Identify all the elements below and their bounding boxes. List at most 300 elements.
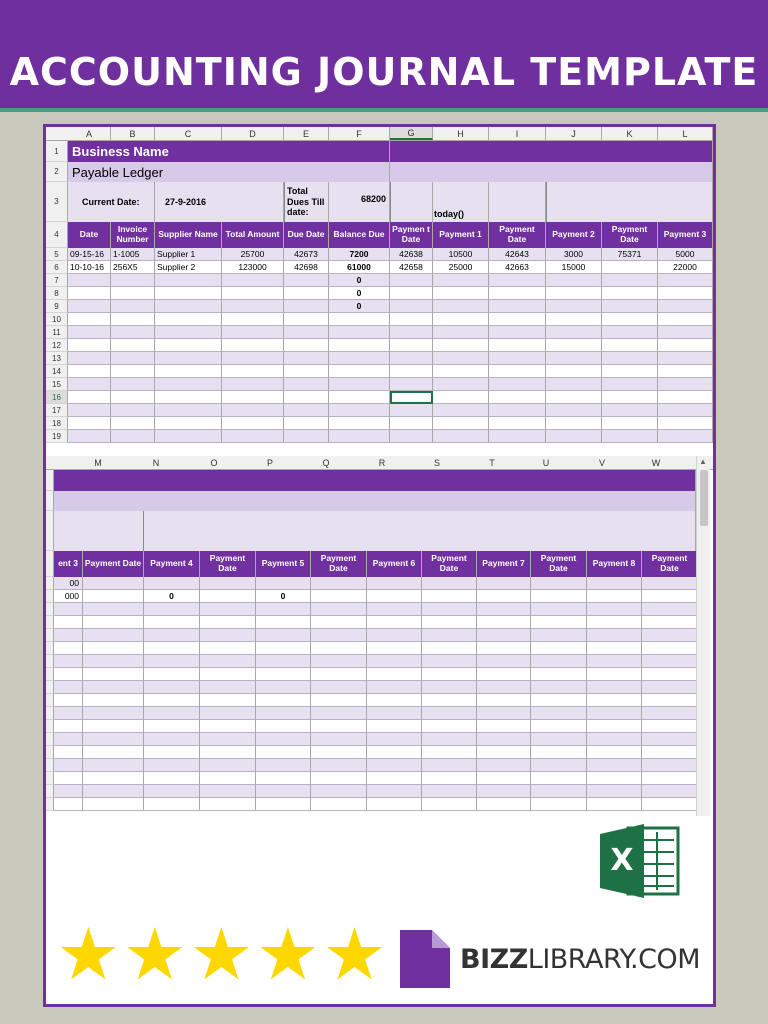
- table-cell[interactable]: [587, 733, 642, 746]
- row-number[interactable]: [46, 470, 54, 491]
- table-cell[interactable]: [329, 326, 390, 339]
- table-cell[interactable]: [546, 326, 602, 339]
- table-cell[interactable]: [54, 772, 83, 785]
- table-cell[interactable]: [68, 430, 111, 443]
- table-cell[interactable]: [531, 668, 587, 681]
- table-cell[interactable]: [489, 352, 546, 365]
- table-cell[interactable]: [329, 313, 390, 326]
- row-number[interactable]: 11: [46, 326, 68, 339]
- current-date-label[interactable]: Current Date:: [68, 182, 155, 222]
- table-cell[interactable]: [602, 274, 658, 287]
- table-header-cell[interactable]: Payment 8: [587, 551, 642, 577]
- column-header-q[interactable]: Q: [322, 457, 330, 468]
- row-number[interactable]: [46, 720, 54, 733]
- table-cell[interactable]: [111, 378, 155, 391]
- table-cell[interactable]: [83, 772, 144, 785]
- table-cell[interactable]: [546, 313, 602, 326]
- table-cell[interactable]: [422, 577, 477, 590]
- table-header-cell[interactable]: Payment Date: [422, 551, 477, 577]
- table-cell[interactable]: 42698: [284, 261, 329, 274]
- table-cell[interactable]: [546, 274, 602, 287]
- row-number[interactable]: [46, 655, 54, 668]
- table-cell[interactable]: [587, 668, 642, 681]
- table-cell[interactable]: [433, 365, 489, 378]
- table-cell[interactable]: 0: [144, 590, 200, 603]
- table-cell[interactable]: [83, 798, 144, 811]
- table-cell[interactable]: [531, 707, 587, 720]
- total-dues-value[interactable]: 68200: [329, 182, 390, 222]
- table-cell[interactable]: 09-15-16: [68, 248, 111, 261]
- table-cell[interactable]: [155, 365, 222, 378]
- table-cell[interactable]: 25700: [222, 248, 284, 261]
- table-cell[interactable]: 42658: [390, 261, 433, 274]
- row-number[interactable]: [46, 491, 54, 511]
- table-cell[interactable]: [284, 339, 329, 352]
- table-cell[interactable]: [111, 365, 155, 378]
- column-header-u[interactable]: U: [542, 457, 550, 468]
- table-cell[interactable]: [367, 746, 422, 759]
- table-cell[interactable]: [477, 655, 531, 668]
- table-cell[interactable]: [489, 378, 546, 391]
- table-cell[interactable]: [256, 720, 311, 733]
- table-cell[interactable]: [422, 785, 477, 798]
- table-cell[interactable]: 00: [54, 577, 83, 590]
- row-number[interactable]: 10: [46, 313, 68, 326]
- table-cell[interactable]: [311, 759, 367, 772]
- table-cell[interactable]: [390, 287, 433, 300]
- table-header-cell[interactable]: Date: [68, 222, 111, 248]
- table-cell[interactable]: [367, 668, 422, 681]
- row3-cell-2[interactable]: [54, 511, 144, 551]
- table-cell[interactable]: [477, 733, 531, 746]
- table-cell[interactable]: [256, 655, 311, 668]
- table-cell[interactable]: [642, 785, 698, 798]
- row-number[interactable]: [46, 511, 54, 551]
- table-cell[interactable]: [602, 417, 658, 430]
- table-cell[interactable]: [489, 430, 546, 443]
- table-cell[interactable]: [83, 590, 144, 603]
- row3-g[interactable]: [390, 182, 433, 222]
- table-cell[interactable]: [587, 642, 642, 655]
- table-cell[interactable]: [83, 759, 144, 772]
- table-cell[interactable]: [367, 590, 422, 603]
- column-header-e[interactable]: E: [284, 127, 329, 140]
- table-cell[interactable]: [531, 616, 587, 629]
- table-cell[interactable]: [144, 668, 200, 681]
- table-cell[interactable]: [200, 590, 256, 603]
- table-cell[interactable]: [489, 287, 546, 300]
- table-cell[interactable]: 75371: [602, 248, 658, 261]
- table-cell[interactable]: [531, 785, 587, 798]
- table-cell[interactable]: [422, 655, 477, 668]
- total-dues-label[interactable]: Total Dues Till date:: [284, 182, 329, 222]
- table-cell[interactable]: [311, 629, 367, 642]
- table-header-cell[interactable]: ent 3: [54, 551, 83, 577]
- bottom-spreadsheet[interactable]: [46, 456, 713, 816]
- table-cell[interactable]: 0: [256, 590, 311, 603]
- table-cell[interactable]: [144, 759, 200, 772]
- table-cell[interactable]: [311, 668, 367, 681]
- table-cell[interactable]: [658, 417, 713, 430]
- table-cell[interactable]: [54, 629, 83, 642]
- table-cell[interactable]: [54, 707, 83, 720]
- table-cell[interactable]: [155, 417, 222, 430]
- table-cell[interactable]: [329, 417, 390, 430]
- table-cell[interactable]: [367, 772, 422, 785]
- table-header-cell[interactable]: Payment 6: [367, 551, 422, 577]
- table-cell[interactable]: [477, 603, 531, 616]
- table-cell[interactable]: [531, 733, 587, 746]
- table-cell[interactable]: [489, 391, 546, 404]
- table-cell[interactable]: [422, 720, 477, 733]
- table-cell[interactable]: [546, 365, 602, 378]
- table-cell[interactable]: [144, 629, 200, 642]
- table-cell[interactable]: [422, 681, 477, 694]
- table-header-cell[interactable]: Payment Date: [200, 551, 256, 577]
- table-cell[interactable]: [256, 577, 311, 590]
- table-header-cell[interactable]: Payment 1: [433, 222, 489, 248]
- table-cell[interactable]: [222, 339, 284, 352]
- row3-fill[interactable]: [546, 182, 713, 222]
- table-cell[interactable]: [367, 655, 422, 668]
- table-cell[interactable]: 10-10-16: [68, 261, 111, 274]
- table-cell[interactable]: [658, 287, 713, 300]
- table-cell[interactable]: [642, 590, 698, 603]
- table-cell[interactable]: [68, 365, 111, 378]
- table-cell[interactable]: [422, 798, 477, 811]
- table-cell[interactable]: 5000: [658, 248, 713, 261]
- table-cell[interactable]: [531, 772, 587, 785]
- table-cell[interactable]: [111, 313, 155, 326]
- table-cell[interactable]: [311, 603, 367, 616]
- table-cell[interactable]: [546, 378, 602, 391]
- table-cell[interactable]: [54, 720, 83, 733]
- row-number[interactable]: 6: [46, 261, 68, 274]
- table-cell[interactable]: [311, 733, 367, 746]
- table-cell[interactable]: [587, 590, 642, 603]
- table-cell[interactable]: [111, 339, 155, 352]
- table-cell[interactable]: 7200: [329, 248, 390, 261]
- column-header-b[interactable]: B: [111, 127, 155, 140]
- table-cell[interactable]: [658, 378, 713, 391]
- table-cell[interactable]: [658, 352, 713, 365]
- table-cell[interactable]: [433, 339, 489, 352]
- table-cell[interactable]: [433, 313, 489, 326]
- table-cell[interactable]: [111, 326, 155, 339]
- table-cell[interactable]: [602, 430, 658, 443]
- table-cell[interactable]: [54, 603, 83, 616]
- table-cell[interactable]: Supplier 1: [155, 248, 222, 261]
- table-cell[interactable]: [602, 365, 658, 378]
- top-spreadsheet[interactable]: [46, 127, 713, 451]
- table-cell[interactable]: [642, 577, 698, 590]
- table-cell[interactable]: [658, 365, 713, 378]
- table-cell[interactable]: [200, 668, 256, 681]
- table-cell[interactable]: [587, 772, 642, 785]
- table-cell[interactable]: [256, 603, 311, 616]
- table-cell[interactable]: [531, 681, 587, 694]
- table-cell[interactable]: [83, 616, 144, 629]
- table-cell[interactable]: [390, 430, 433, 443]
- table-cell[interactable]: [546, 430, 602, 443]
- table-cell[interactable]: [256, 746, 311, 759]
- table-cell[interactable]: [144, 720, 200, 733]
- column-header-g[interactable]: G: [390, 127, 433, 140]
- column-header-m[interactable]: M: [94, 457, 102, 468]
- table-cell[interactable]: [284, 352, 329, 365]
- column-header-c[interactable]: C: [155, 127, 222, 140]
- table-cell[interactable]: [222, 287, 284, 300]
- table-cell[interactable]: [422, 707, 477, 720]
- table-cell[interactable]: [200, 785, 256, 798]
- table-cell[interactable]: [642, 746, 698, 759]
- table-cell[interactable]: [433, 287, 489, 300]
- table-cell[interactable]: [642, 772, 698, 785]
- row-number[interactable]: [46, 785, 54, 798]
- table-cell[interactable]: [531, 798, 587, 811]
- table-cell[interactable]: [200, 759, 256, 772]
- table-cell[interactable]: 0: [329, 274, 390, 287]
- table-cell[interactable]: [284, 326, 329, 339]
- table-cell[interactable]: [602, 378, 658, 391]
- table-cell[interactable]: [200, 772, 256, 785]
- table-cell[interactable]: [329, 339, 390, 352]
- today-formula-cell[interactable]: today(): [433, 182, 489, 222]
- table-cell[interactable]: [477, 642, 531, 655]
- table-cell[interactable]: [642, 629, 698, 642]
- table-cell[interactable]: [68, 339, 111, 352]
- table-cell[interactable]: [144, 577, 200, 590]
- row-number[interactable]: [46, 707, 54, 720]
- column-header-k[interactable]: K: [602, 127, 658, 140]
- table-cell[interactable]: [477, 707, 531, 720]
- table-cell[interactable]: [54, 733, 83, 746]
- table-cell[interactable]: [256, 681, 311, 694]
- table-cell[interactable]: [284, 378, 329, 391]
- row-number[interactable]: [46, 668, 54, 681]
- table-cell[interactable]: [329, 378, 390, 391]
- table-cell[interactable]: [155, 430, 222, 443]
- table-cell[interactable]: 25000: [433, 261, 489, 274]
- table-cell[interactable]: [68, 404, 111, 417]
- row-number[interactable]: [46, 733, 54, 746]
- table-cell[interactable]: [329, 404, 390, 417]
- column-header-o[interactable]: O: [210, 457, 218, 468]
- table-cell[interactable]: [200, 694, 256, 707]
- table-header-cell[interactable]: Total Amount: [222, 222, 284, 248]
- table-cell[interactable]: [546, 287, 602, 300]
- table-cell[interactable]: [422, 603, 477, 616]
- current-date-value[interactable]: 27-9-2016: [155, 182, 284, 222]
- table-cell[interactable]: [68, 300, 111, 313]
- table-cell[interactable]: [311, 616, 367, 629]
- table-cell[interactable]: [111, 430, 155, 443]
- table-cell[interactable]: [433, 300, 489, 313]
- table-cell[interactable]: [602, 300, 658, 313]
- table-header-cell[interactable]: Payment 4: [144, 551, 200, 577]
- table-cell[interactable]: [284, 430, 329, 443]
- row3-i[interactable]: [489, 182, 546, 222]
- column-header-v[interactable]: V: [598, 457, 605, 468]
- column-header-i[interactable]: I: [489, 127, 546, 140]
- table-cell[interactable]: [587, 798, 642, 811]
- table-cell[interactable]: [68, 326, 111, 339]
- table-cell[interactable]: [367, 629, 422, 642]
- column-header-a[interactable]: A: [68, 127, 111, 140]
- row-number[interactable]: [46, 551, 54, 577]
- table-cell[interactable]: 0: [329, 300, 390, 313]
- table-cell[interactable]: [83, 746, 144, 759]
- table-cell[interactable]: [477, 590, 531, 603]
- table-cell[interactable]: [155, 274, 222, 287]
- table-cell[interactable]: [200, 616, 256, 629]
- table-cell[interactable]: [489, 326, 546, 339]
- table-cell[interactable]: [367, 798, 422, 811]
- table-cell[interactable]: 42643: [489, 248, 546, 261]
- table-cell[interactable]: [200, 733, 256, 746]
- table-cell[interactable]: [155, 300, 222, 313]
- table-cell[interactable]: [367, 707, 422, 720]
- table-cell[interactable]: [284, 300, 329, 313]
- table-cell[interactable]: [83, 733, 144, 746]
- table-cell[interactable]: [422, 733, 477, 746]
- table-cell[interactable]: [367, 681, 422, 694]
- table-cell[interactable]: [54, 798, 83, 811]
- table-cell[interactable]: [531, 655, 587, 668]
- table-cell[interactable]: [144, 785, 200, 798]
- row-number[interactable]: 9: [46, 300, 68, 313]
- table-cell[interactable]: [200, 707, 256, 720]
- table-cell[interactable]: [587, 694, 642, 707]
- table-cell[interactable]: [144, 616, 200, 629]
- table-cell[interactable]: [587, 681, 642, 694]
- table-cell[interactable]: [546, 417, 602, 430]
- table-cell[interactable]: [111, 300, 155, 313]
- row-number[interactable]: 5: [46, 248, 68, 261]
- table-cell[interactable]: [68, 274, 111, 287]
- row-number[interactable]: [46, 798, 54, 811]
- table-cell[interactable]: [256, 668, 311, 681]
- table-cell[interactable]: [256, 772, 311, 785]
- table-cell[interactable]: [284, 404, 329, 417]
- table-cell[interactable]: [422, 590, 477, 603]
- table-cell[interactable]: [602, 391, 658, 404]
- table-cell[interactable]: [111, 287, 155, 300]
- table-cell[interactable]: [642, 655, 698, 668]
- table-cell[interactable]: [311, 720, 367, 733]
- table-cell[interactable]: [642, 798, 698, 811]
- table-cell[interactable]: [422, 642, 477, 655]
- row-number[interactable]: 18: [46, 417, 68, 430]
- table-cell[interactable]: [68, 352, 111, 365]
- table-cell[interactable]: [155, 404, 222, 417]
- column-header-j[interactable]: J: [546, 127, 602, 140]
- table-cell[interactable]: [390, 417, 433, 430]
- table-cell[interactable]: [433, 378, 489, 391]
- table-cell[interactable]: [489, 313, 546, 326]
- row-number[interactable]: [46, 759, 54, 772]
- table-cell[interactable]: [422, 694, 477, 707]
- table-cell[interactable]: 42638: [390, 248, 433, 261]
- table-cell[interactable]: [587, 707, 642, 720]
- table-cell[interactable]: [83, 642, 144, 655]
- table-cell[interactable]: [54, 616, 83, 629]
- table-cell[interactable]: [222, 391, 284, 404]
- table-cell[interactable]: [477, 759, 531, 772]
- table-cell[interactable]: [433, 326, 489, 339]
- table-cell[interactable]: [642, 733, 698, 746]
- table-cell[interactable]: [390, 339, 433, 352]
- table-cell[interactable]: [68, 417, 111, 430]
- table-cell[interactable]: [200, 642, 256, 655]
- row-number[interactable]: 13: [46, 352, 68, 365]
- table-cell[interactable]: [587, 577, 642, 590]
- table-header-cell[interactable]: Payment 2: [546, 222, 602, 248]
- table-cell[interactable]: [602, 326, 658, 339]
- table-cell[interactable]: [144, 642, 200, 655]
- table-cell[interactable]: [68, 287, 111, 300]
- table-header-cell[interactable]: Payment Date: [83, 551, 144, 577]
- table-cell[interactable]: [155, 391, 222, 404]
- row2-fill[interactable]: [390, 162, 713, 182]
- table-cell[interactable]: [54, 785, 83, 798]
- table-cell[interactable]: [477, 772, 531, 785]
- table-cell[interactable]: [433, 417, 489, 430]
- table-cell[interactable]: [200, 603, 256, 616]
- table-cell[interactable]: [658, 300, 713, 313]
- row1-fill[interactable]: [390, 141, 713, 162]
- table-cell[interactable]: [155, 339, 222, 352]
- table-cell[interactable]: [111, 391, 155, 404]
- table-cell[interactable]: [390, 326, 433, 339]
- table-cell[interactable]: [658, 404, 713, 417]
- table-cell[interactable]: [433, 274, 489, 287]
- table-cell[interactable]: [68, 391, 111, 404]
- table-cell[interactable]: [200, 655, 256, 668]
- business-name-cell[interactable]: Business Name: [68, 141, 390, 162]
- row-number[interactable]: 14: [46, 365, 68, 378]
- table-cell[interactable]: [433, 352, 489, 365]
- table-cell[interactable]: [256, 785, 311, 798]
- table-cell[interactable]: [602, 261, 658, 274]
- table-cell[interactable]: 3000: [546, 248, 602, 261]
- table-cell[interactable]: [489, 274, 546, 287]
- table-cell[interactable]: [311, 707, 367, 720]
- table-cell[interactable]: [256, 629, 311, 642]
- table-cell[interactable]: [587, 629, 642, 642]
- table-header-cell[interactable]: Payment Date: [642, 551, 698, 577]
- table-cell[interactable]: [83, 655, 144, 668]
- table-cell[interactable]: [642, 603, 698, 616]
- table-cell[interactable]: [477, 629, 531, 642]
- row-number[interactable]: [46, 603, 54, 616]
- table-cell[interactable]: [311, 655, 367, 668]
- table-cell[interactable]: [200, 577, 256, 590]
- table-cell[interactable]: [311, 746, 367, 759]
- row-number[interactable]: 2: [46, 162, 68, 182]
- table-cell[interactable]: [256, 642, 311, 655]
- table-cell[interactable]: [144, 733, 200, 746]
- row-number[interactable]: 15: [46, 378, 68, 391]
- table-cell[interactable]: [222, 300, 284, 313]
- table-header-cell[interactable]: Due Date: [284, 222, 329, 248]
- table-cell[interactable]: [489, 417, 546, 430]
- table-cell[interactable]: [200, 746, 256, 759]
- column-header-f[interactable]: F: [329, 127, 390, 140]
- table-header-cell[interactable]: Payment Date: [489, 222, 546, 248]
- table-cell[interactable]: [54, 655, 83, 668]
- table-header-cell[interactable]: Payment Date: [531, 551, 587, 577]
